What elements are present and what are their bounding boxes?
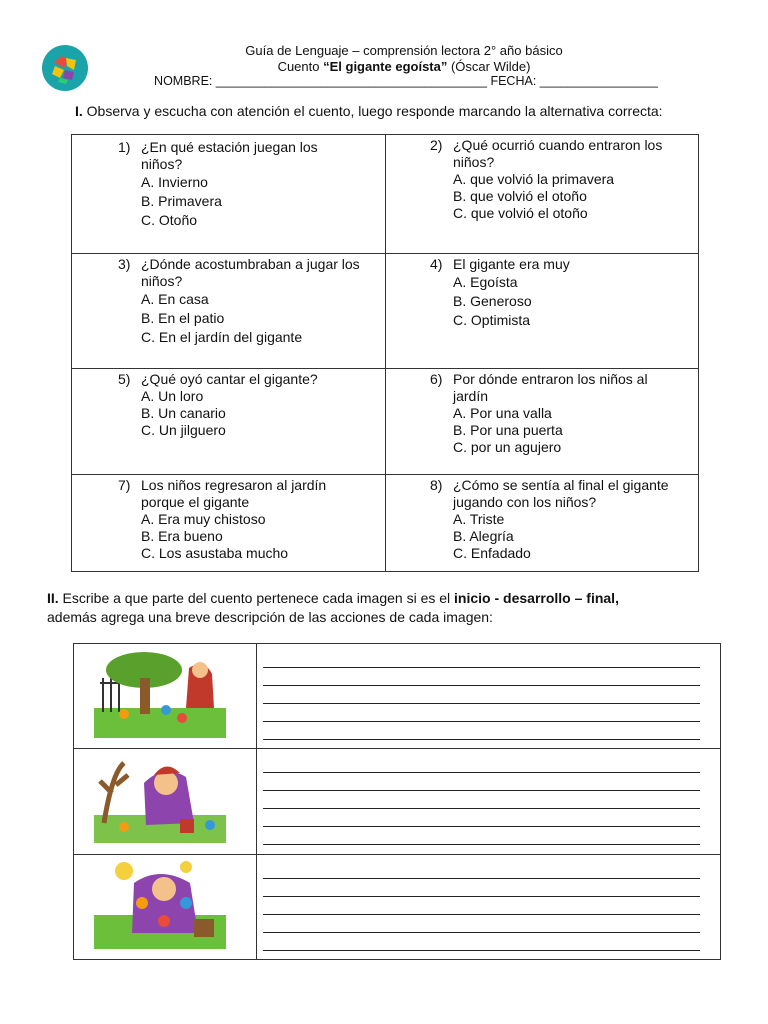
story-image-cell: [74, 644, 257, 749]
questions-table: [71, 134, 699, 572]
story-image-cell: [74, 749, 257, 855]
angry-giant-illustration: [94, 753, 226, 845]
guide-title: Guía de Lenguaje – comprensión lectora 2° año básico: [245, 43, 563, 58]
section1-instruction: I. Observa y escucha con atención el cuento, luego responde marcando la alternativa correcta:: [75, 103, 663, 119]
answer-option[interactable]: A. Era muy chistoso: [141, 511, 266, 527]
answer-option[interactable]: B. Primavera: [141, 193, 222, 209]
section2-instruction: II. Escribe a que parte del cuento pertenece cada imagen si es el inicio - desarrollo – final,: [47, 590, 619, 606]
answer-option[interactable]: C. que volvió el otoño: [453, 205, 588, 221]
answer-line[interactable]: [263, 722, 700, 740]
answer-option[interactable]: C. Enfadado: [453, 545, 531, 561]
answer-option[interactable]: A. Por una valla: [453, 405, 552, 421]
story-image-cell: [74, 855, 257, 960]
answer-line[interactable]: [263, 773, 700, 791]
question-text: El gigante era muy: [453, 256, 570, 272]
answer-line[interactable]: [263, 933, 700, 951]
answer-line[interactable]: [263, 897, 700, 915]
answer-option[interactable]: C. por un agujero: [453, 439, 562, 455]
description-lines[interactable]: [257, 855, 721, 960]
answer-option[interactable]: B. que volvió el otoño: [453, 188, 587, 204]
answer-option[interactable]: A. Egoísta: [453, 274, 518, 290]
answer-option[interactable]: B. Era bueno: [141, 528, 223, 544]
answer-line[interactable]: [263, 879, 700, 897]
question-cell: 5) ¿Qué oyó cantar el gigante? A. Un loro B. Un canario C. Un jilguero: [72, 369, 386, 475]
answer-line[interactable]: [263, 755, 700, 773]
answer-option[interactable]: B. En el patio: [141, 310, 225, 326]
name-date-field[interactable]: NOMBRE: _______________________________________ FECHA: _________________: [154, 74, 658, 88]
answer-option[interactable]: C. Un jilguero: [141, 422, 226, 438]
answer-option[interactable]: C. En el jardín del gigante: [141, 329, 303, 345]
question-text: ¿Qué ocurrió cuando entraron los niños?: [453, 137, 663, 170]
question-text: ¿Qué oyó cantar el gigante?: [141, 371, 318, 387]
answer-option[interactable]: C. Optimista: [453, 312, 531, 328]
answer-line[interactable]: [263, 827, 700, 845]
answer-line[interactable]: [263, 791, 700, 809]
answer-line[interactable]: [263, 861, 700, 879]
answer-option[interactable]: A. Un loro: [141, 388, 204, 404]
answer-option[interactable]: C. Los asustaba mucho: [141, 545, 289, 561]
answer-option[interactable]: B. Por una puerta: [453, 422, 563, 438]
section2-instruction-cont: además agrega una breve descripción de las acciones de cada imagen:: [47, 609, 493, 625]
question-text: ¿Cómo se sentía al final el gigante jugando con los niños?: [453, 477, 669, 510]
question-text: ¿En qué estación juegan los niños?: [141, 139, 318, 172]
happy-giant-with-children-illustration: [94, 859, 226, 951]
answer-option[interactable]: A. En casa: [141, 291, 209, 307]
answer-line[interactable]: [263, 668, 700, 686]
answer-line[interactable]: [263, 809, 700, 827]
answer-option[interactable]: B. Generoso: [453, 293, 532, 309]
question-cell: 2) ¿Qué ocurrió cuando entraron los niños? A. que volvió la primavera B. que volvió el otoño C. que volvió el otoño: [386, 135, 699, 254]
question-cell: 6) Por dónde entraron los niños al jardín A. Por una valla B. Por una puerta C. por un agujero: [386, 369, 699, 475]
description-lines[interactable]: [257, 749, 721, 855]
answer-line[interactable]: [263, 915, 700, 933]
image-description-table: [73, 643, 721, 960]
answer-line[interactable]: [263, 650, 700, 668]
answer-option[interactable]: A. que volvió la primavera: [453, 171, 615, 187]
question-cell: 1) ¿En qué estación juegan los niños? A. Invierno B. Primavera C. Otoño: [72, 135, 386, 254]
answer-line[interactable]: [263, 686, 700, 704]
answer-option[interactable]: A. Triste: [453, 511, 505, 527]
description-lines[interactable]: [257, 644, 721, 749]
question-cell: 4) El gigante era muy A. Egoísta B. Generoso C. Optimista: [386, 254, 699, 369]
question-text: Por dónde entraron los niños al jardín: [453, 371, 648, 404]
answer-option[interactable]: B. Alegría: [453, 528, 514, 544]
question-text: Los niños regresaron al jardín porque el gigante: [141, 477, 327, 510]
answer-line[interactable]: [263, 704, 700, 722]
answer-option[interactable]: A. Invierno: [141, 174, 208, 190]
question-cell: 7) Los niños regresaron al jardín porque el gigante A. Era muy chistoso B. Era bueno C. Los asustaba mucho: [72, 475, 386, 572]
answer-option[interactable]: B. Un canario: [141, 405, 226, 421]
answer-option[interactable]: C. Otoño: [141, 212, 198, 228]
children-playing-garden-illustration: [94, 648, 226, 740]
question-cell: 8) ¿Cómo se sentía al final el gigante jugando con los niños? A. Triste B. Alegría C. Enfadado: [386, 475, 699, 572]
question-text: ¿Dónde acostumbraban a jugar los niños?: [141, 256, 360, 289]
question-cell: 3) ¿Dónde acostumbraban a jugar los niños? A. En casa B. En el patio C. En el jardín del gigante: [72, 254, 386, 369]
story-title: Cuento “El gigante egoísta” (Óscar Wilde): [277, 59, 531, 74]
